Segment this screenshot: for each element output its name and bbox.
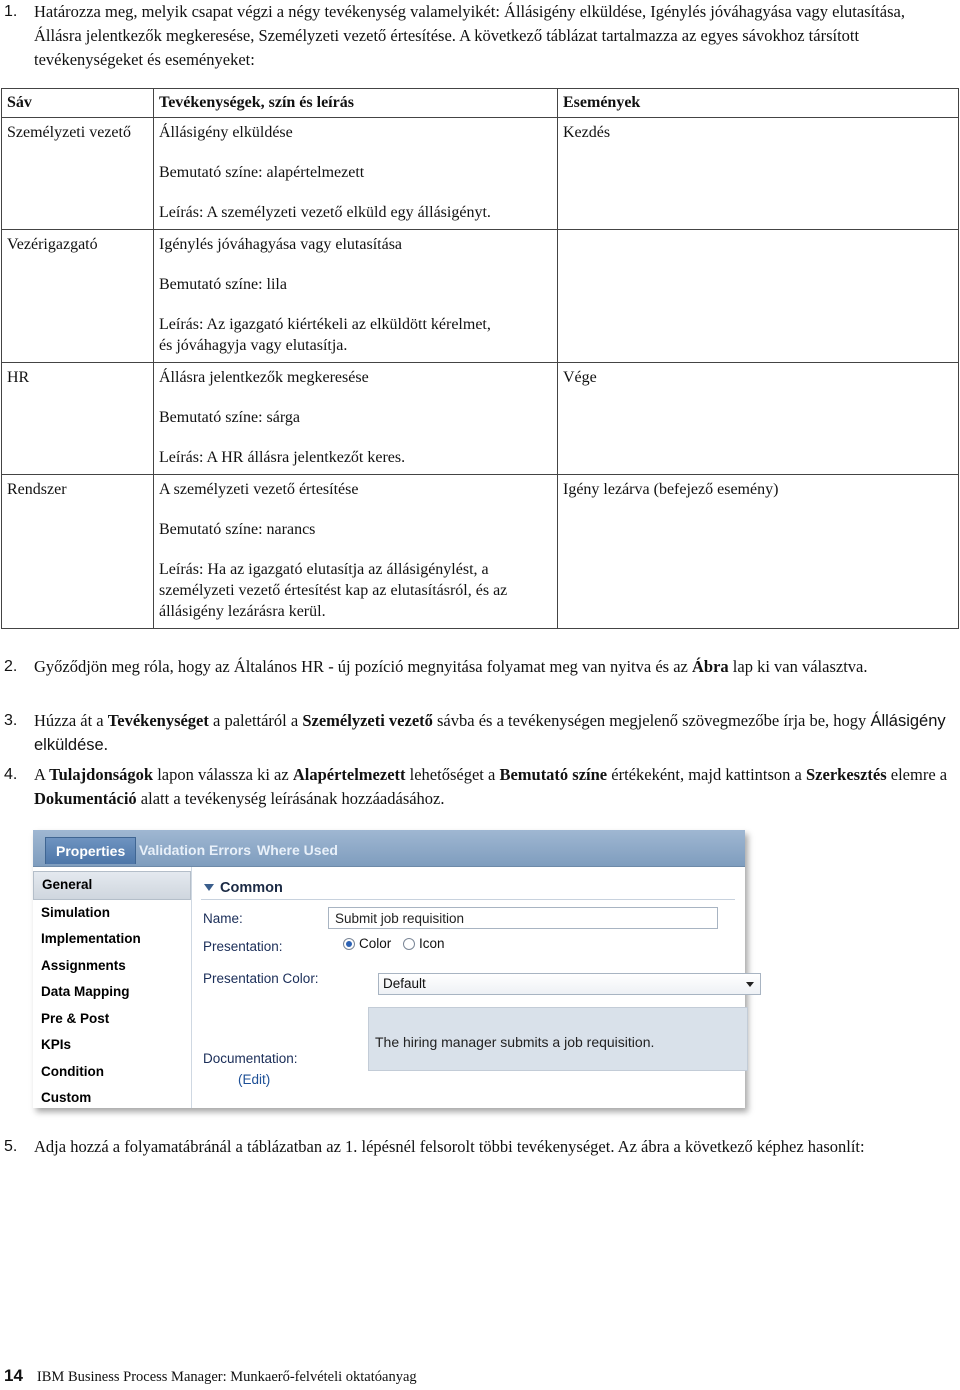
presentation-radios xyxy=(343,936,543,956)
step-text: Határozza meg, melyik csapat végzi a négy tevékenység valamelyikét: Állásigény elküldése, Igénylés jóváhagyása vagy elutasítása, Állásra jelentkezők megkeresése, Személyzeti vezető értesítése. A következő táblázat tartalmazza az egyes sávokhoz társított tevékenységeket és eseményeket: xyxy=(34,2,905,69)
nav-data-mapping[interactable]: Data Mapping xyxy=(41,984,130,999)
header-lane: Sáv xyxy=(2,89,154,118)
step-number: 1. xyxy=(4,3,18,20)
edit-link[interactable]: (Edit) xyxy=(238,1072,271,1087)
activity-desc: Leírás: Ha az igazgató elutasítja az állásigénylést, a xyxy=(159,561,489,578)
step-1 xyxy=(4,0,956,72)
activity-cell xyxy=(154,475,558,629)
common-section-header[interactable]: Common xyxy=(201,877,735,900)
properties-content xyxy=(193,867,745,1108)
documentation-text: The hiring manager submits a job requisition. xyxy=(368,1007,748,1071)
activity-desc: és jóváhagyja vagy elutasítja. xyxy=(159,337,348,354)
properties-tab-bar xyxy=(33,830,745,867)
tab-properties[interactable]: Properties xyxy=(45,837,136,864)
typed-text: Állásigény elküldése xyxy=(34,712,946,754)
step-number: 3. xyxy=(4,712,18,729)
radio-selected-icon xyxy=(343,938,355,950)
step-4 xyxy=(4,763,956,811)
activity-name: Igénylés jóváhagyása vagy elutasítása xyxy=(159,236,403,253)
activity-color: Bemutató színe: lila xyxy=(159,276,287,293)
lane-cell: Vezérigazgató xyxy=(2,230,154,363)
nav-custom[interactable]: Custom xyxy=(41,1090,92,1105)
radio-icon[interactable]: Icon xyxy=(403,936,445,951)
activity-desc: Leírás: A HR állásra jelentkezőt keres. xyxy=(159,449,406,466)
properties-screenshot xyxy=(33,830,745,1108)
presentation-color-select[interactable]: Default xyxy=(378,973,761,995)
table-row xyxy=(2,230,959,363)
activity-color: Bemutató színe: sárga xyxy=(159,409,300,426)
radio-color[interactable]: Color xyxy=(343,936,391,951)
step-text: Győződjön meg róla, hogy az Általános HR - új pozíció megnyitása folyamat meg van nyitva és az Ábra lap ki van választva. xyxy=(34,657,868,676)
step-text: Húzza át a Tevékenységet a palettáról a Személyzeti vezető sávba és a tevékenységen megjelenő szövegmezőbe írja be, hogy Állásigény elküldése. xyxy=(34,711,946,754)
step-2 xyxy=(4,655,956,679)
nav-kpis[interactable]: KPIs xyxy=(41,1037,72,1052)
presentation-label: Presentation: xyxy=(203,939,283,954)
tab-where-used[interactable]: Where Used xyxy=(257,842,338,858)
activity-name: Állásigény elküldése xyxy=(159,124,293,141)
documentation-label: Documentation: xyxy=(203,1051,298,1066)
activity-cell xyxy=(154,118,558,230)
lanes-table xyxy=(1,88,959,629)
table-row xyxy=(2,475,959,629)
activity-color: Bemutató színe: narancs xyxy=(159,521,316,538)
name-label: Name: xyxy=(203,911,243,926)
nav-simulation[interactable]: Simulation xyxy=(41,904,111,920)
activity-color: Bemutató színe: alapértelmezett xyxy=(159,164,365,181)
activity-name: A személyzeti vezető értesítése xyxy=(159,481,359,498)
activity-cell xyxy=(154,363,558,475)
activity-desc: állásigény lezárásra kerül. xyxy=(159,603,326,620)
nav-general[interactable]: General xyxy=(33,871,191,900)
activity-desc: személyzeti vezető értesítést kap az elutasításról, és az xyxy=(159,582,508,599)
header-activities: Tevékenységek, szín és leírás xyxy=(154,89,558,118)
lane-cell: Rendszer xyxy=(2,475,154,629)
activity-cell xyxy=(154,230,558,363)
activity-desc: Leírás: A személyzeti vezető elküld egy állásigényt. xyxy=(159,204,491,221)
activity-desc: Leírás: Az igazgató kiértékeli az elküldött kérelmet, xyxy=(159,316,491,333)
radio-unselected-icon xyxy=(403,938,415,950)
lane-cell: Személyzeti vezető xyxy=(2,118,154,230)
footer-title: IBM Business Process Manager: Munkaerő-felvételi oktatóanyag xyxy=(36,1369,417,1385)
step-number: 5. xyxy=(4,1138,18,1155)
event-cell xyxy=(558,230,959,363)
tab-validation-errors[interactable]: Validation Errors xyxy=(139,842,252,858)
step-5 xyxy=(4,1135,956,1159)
header-events: Események xyxy=(558,89,959,118)
event-cell: Igény lezárva (befejező esemény) xyxy=(558,475,959,629)
presentation-color-label: Presentation Color: xyxy=(203,971,319,986)
name-input[interactable]: Submit job requisition xyxy=(328,907,718,929)
step-3 xyxy=(4,709,956,757)
table-header-row xyxy=(2,89,959,118)
activity-name: Állásra jelentkezők megkeresése xyxy=(159,369,369,386)
table-row xyxy=(2,363,959,475)
nav-pre-post[interactable]: Pre & Post xyxy=(41,1010,110,1026)
page-number: 14 xyxy=(4,1366,23,1385)
step-number: 2. xyxy=(4,658,18,675)
table-row xyxy=(2,118,959,230)
page-footer xyxy=(4,1366,417,1386)
nav-condition[interactable]: Condition xyxy=(41,1063,104,1079)
step-text: A Tulajdonságok lapon válassza ki az Alapértelmezett lehetőséget a Bemutató színe értékeként, majd kattintson a Szerkesztés elemre a Dokumentáció alatt a tevékenység leírásának hozzáadásához. xyxy=(34,765,948,808)
lane-cell: HR xyxy=(2,363,154,475)
nav-implementation[interactable]: Implementation xyxy=(41,931,141,946)
event-cell: Kezdés xyxy=(558,118,959,230)
properties-nav xyxy=(33,867,192,1108)
dropdown-arrow-icon xyxy=(746,982,754,987)
collapse-triangle-icon xyxy=(204,884,214,891)
nav-assignments[interactable]: Assignments xyxy=(41,957,126,973)
event-cell: Vége xyxy=(558,363,959,475)
step-number: 4. xyxy=(4,766,18,783)
step-text: Adja hozzá a folyamatábránál a táblázatban az 1. lépésnél felsorolt többi tevékenységet. Az ábra a következő képhez hasonlít: xyxy=(34,1137,865,1156)
